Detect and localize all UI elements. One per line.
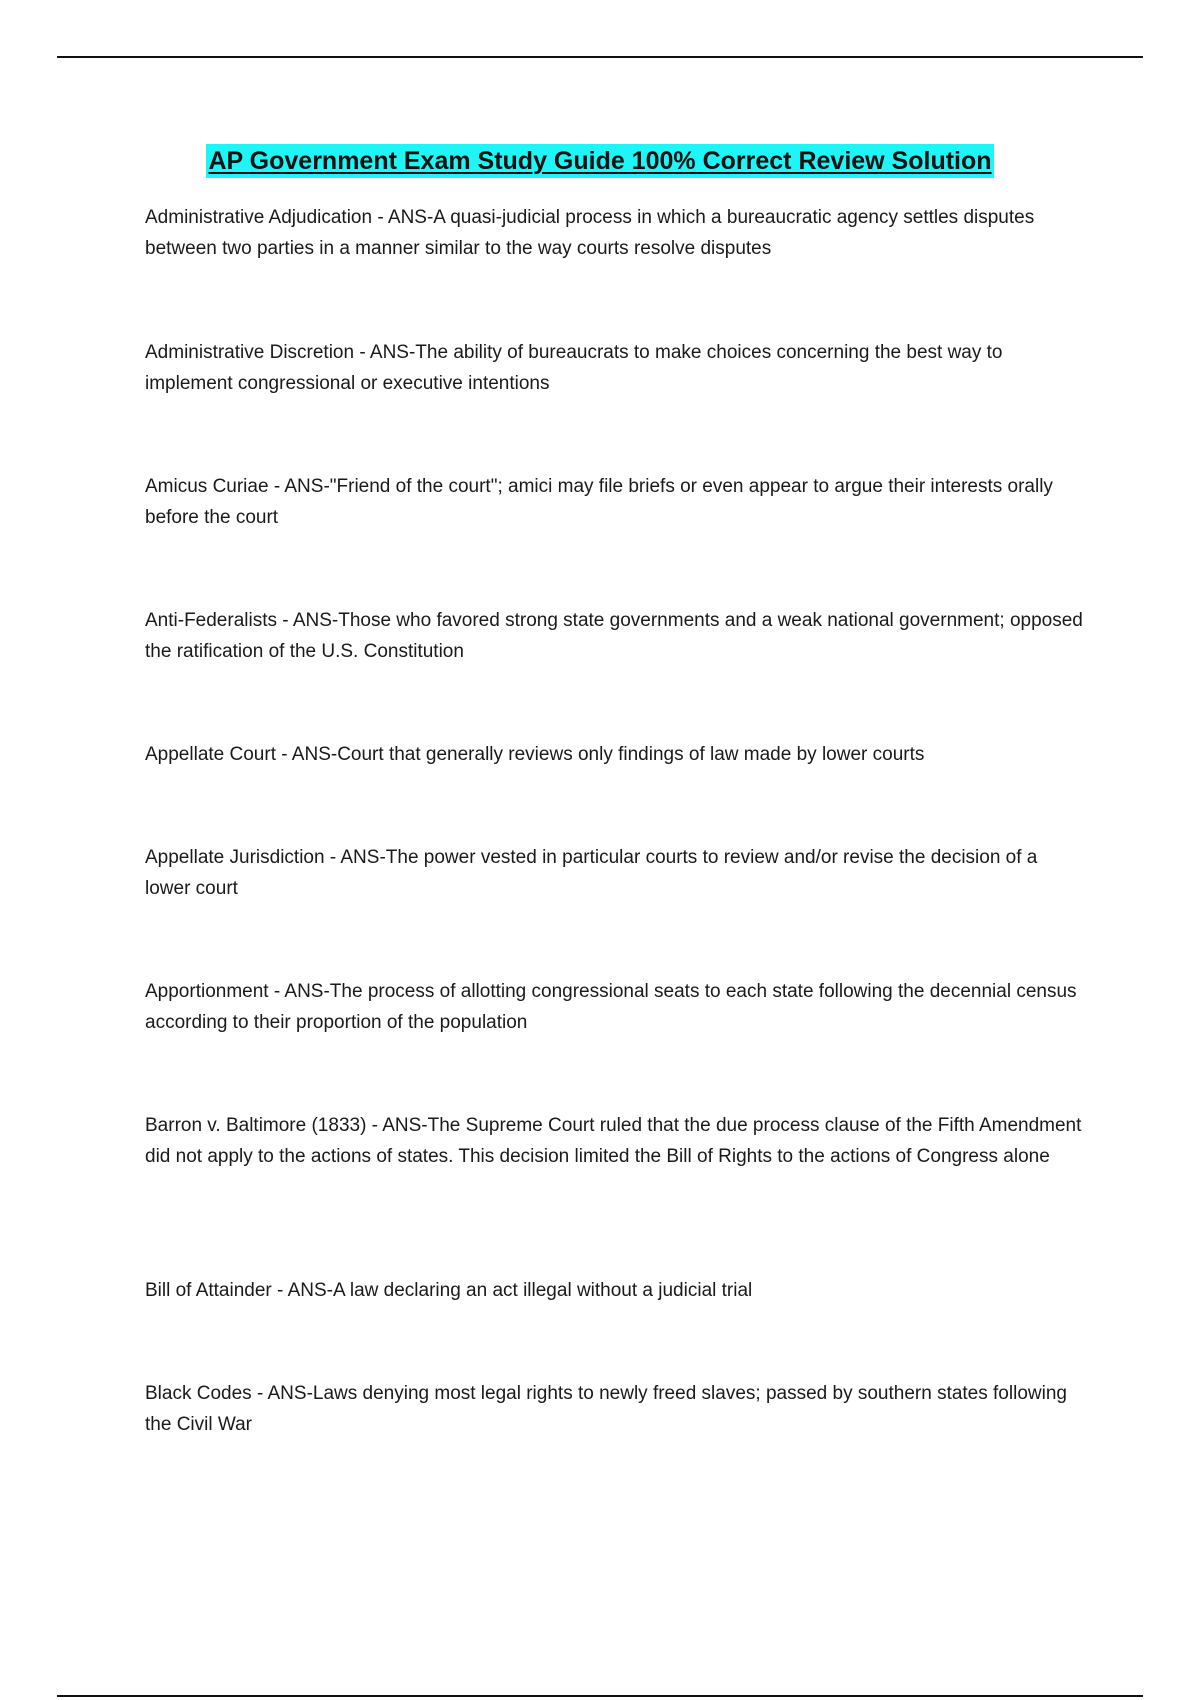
glossary-entry: Bill of Attainder - ANS-A law declaring an act illegal without a judicial trial (145, 1280, 753, 1301)
glossary-entry: Administrative Adjudication - ANS-A quasi-judicial process in which a bureaucratic agency settles disputes between two parties in a manner similar to the way courts resolve disputes (145, 207, 1035, 259)
glossary-entry: Barron v. Baltimore (1833) - ANS-The Supreme Court ruled that the due process clause of the Fifth Amendment did not apply to the actions of states. This decision limited the Bill of Rights to the actions of Congress alone (145, 1115, 1082, 1167)
glossary-entry: Anti-Federalists - ANS-Those who favored strong state governments and a weak national government; opposed the ratification of the U.S. Constitution (145, 610, 1083, 662)
bottom-rule (57, 1695, 1143, 1697)
glossary-entry: Administrative Discretion - ANS-The ability of bureaucrats to make choices concerning the best way to implement congressional or executive intentions (145, 342, 1003, 394)
glossary-entry: Black Codes - ANS-Laws denying most legal rights to newly freed slaves; passed by southern states following the Civil War (145, 1383, 1067, 1435)
glossary-entry: Appellate Jurisdiction - ANS-The power vested in particular courts to review and/or revise the decision of a lower court (145, 847, 1038, 899)
document-title: AP Government Exam Study Guide 100% Correct Review Solution (206, 144, 993, 178)
title-container (0, 144, 1200, 178)
top-rule (57, 56, 1143, 58)
glossary-entry: Apportionment - ANS-The process of allotting congressional seats to each state following the decennial census according to their proportion of the population (145, 981, 1077, 1033)
glossary-entry: Amicus Curiae - ANS-"Friend of the court"; amici may file briefs or even appear to argue their interests orally before the court (145, 476, 1053, 528)
glossary-entry: Appellate Court - ANS-Court that generally reviews only findings of law made by lower courts (145, 744, 925, 765)
